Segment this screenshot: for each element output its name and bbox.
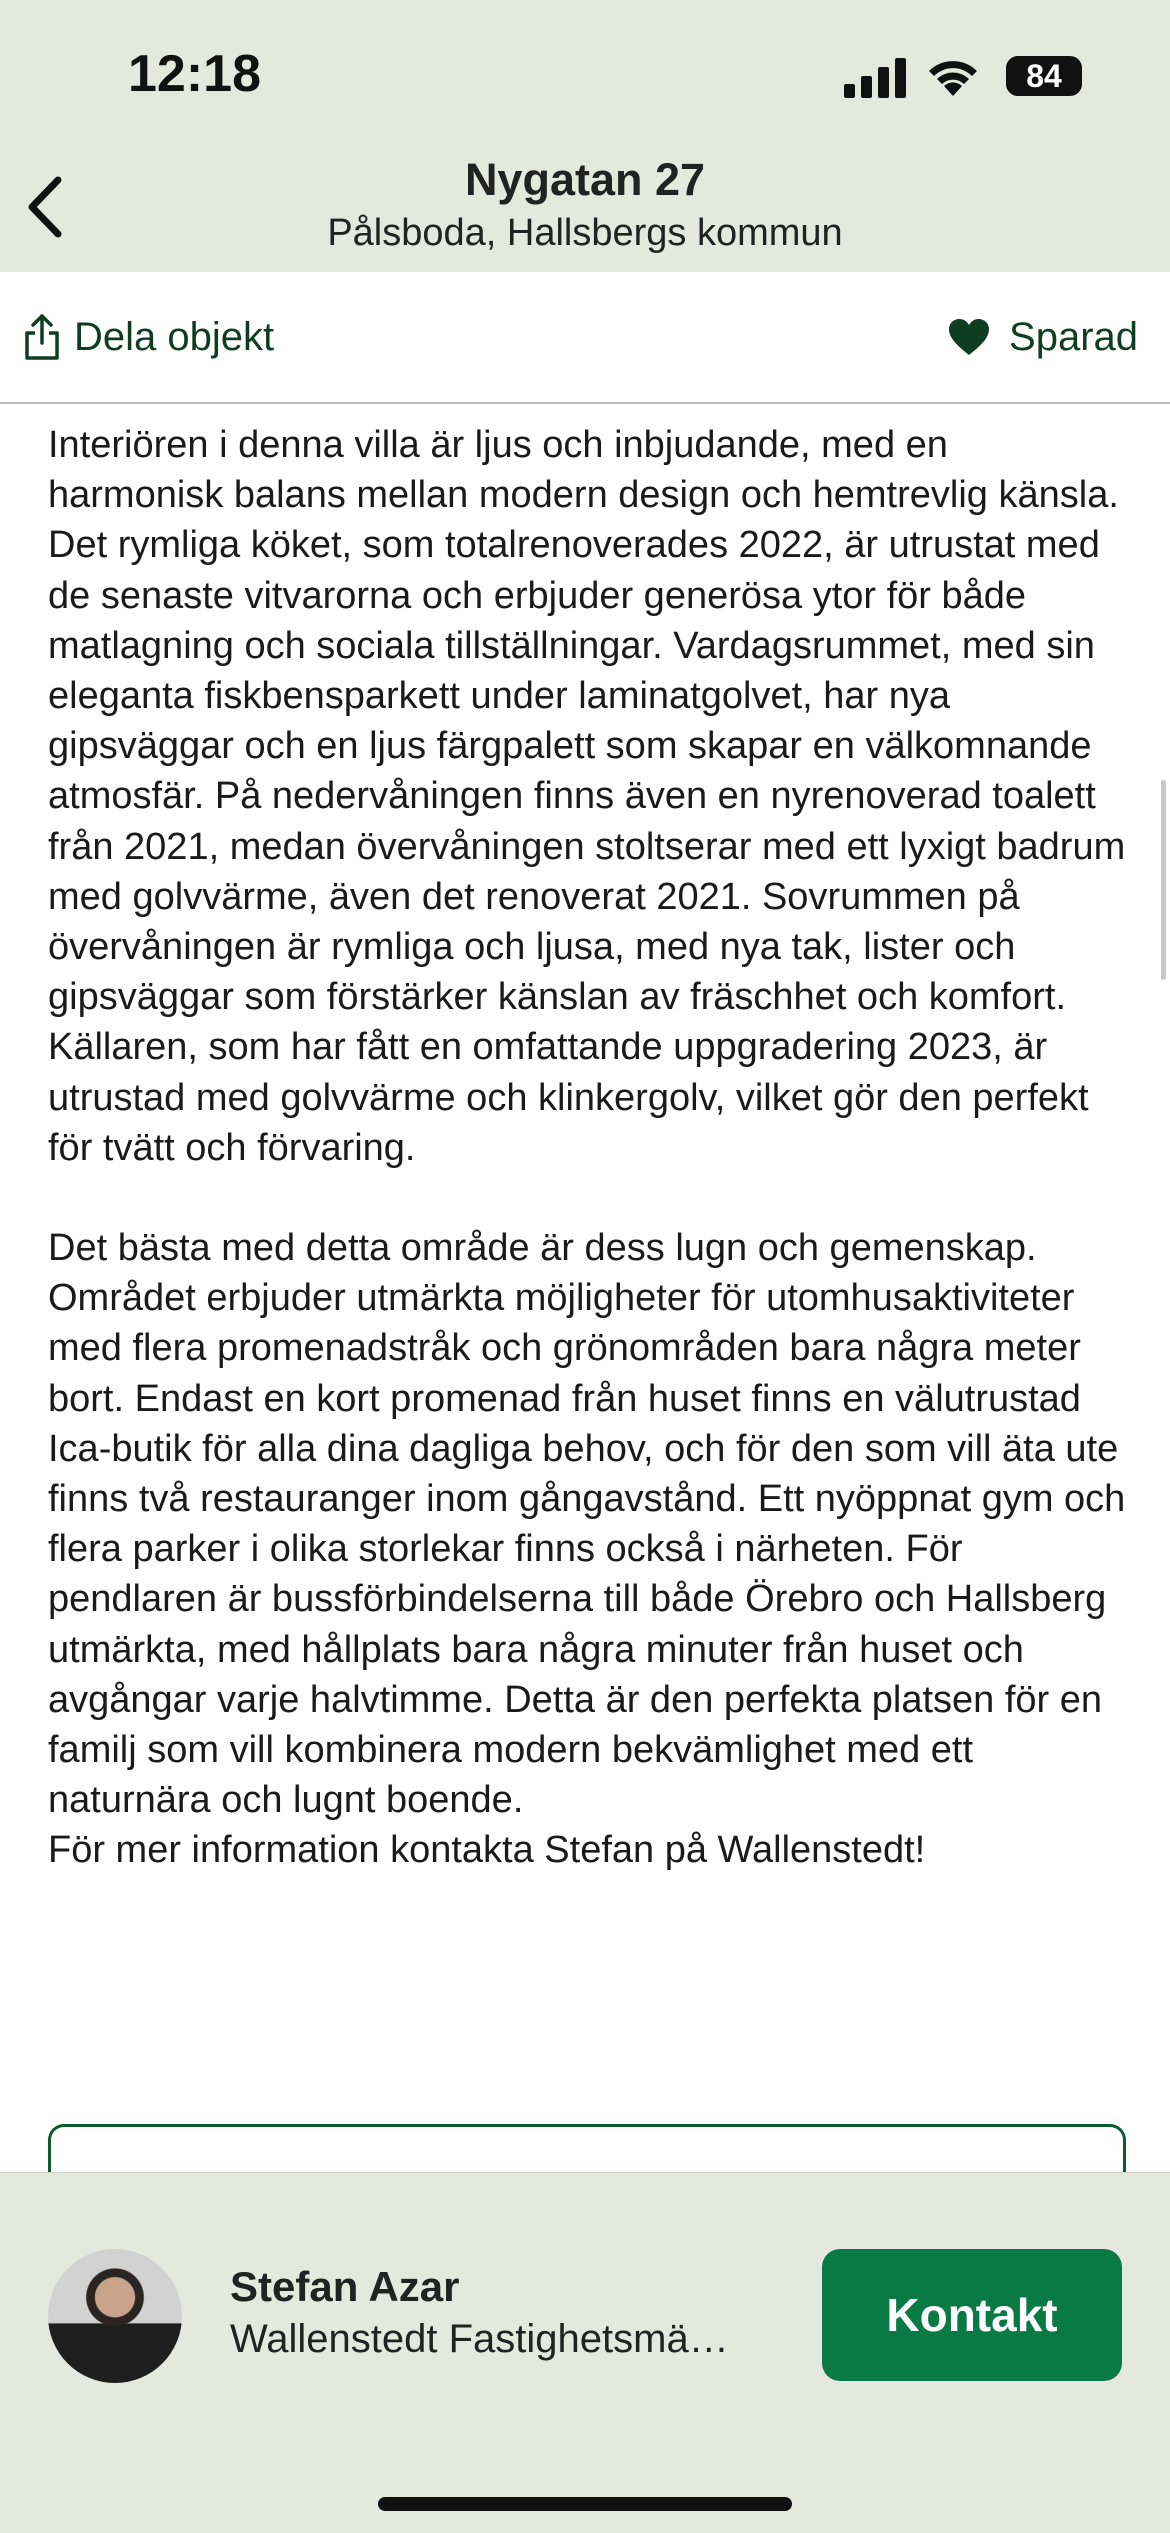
share-button[interactable] — [22, 312, 274, 362]
page-title: Nygatan 27 — [464, 154, 706, 205]
action-bar — [0, 272, 1170, 404]
signal-icon — [844, 58, 906, 98]
share-icon — [22, 313, 62, 361]
saved-button[interactable] — [947, 312, 1138, 362]
battery-level: 84 — [1026, 58, 1062, 94]
avatar — [48, 2249, 182, 2383]
battery-icon — [1006, 56, 1082, 96]
saved-label: Sparad — [1009, 314, 1138, 359]
wifi-icon — [924, 56, 982, 98]
description-text — [48, 420, 1128, 1876]
home-indicator[interactable] — [378, 2497, 792, 2511]
description-paragraph: Det bästa med detta område är dess lugn och gemenskap. Området erbjuder utmärkta möjligheter för utomhusaktiviteter med flera promenadstråk och grönområden bara några meter bort. Endast en kort promenad från huset finns en välutrustad Ica-butik för alla dina dagliga behov, och för den som vill äta ute finns två restauranger inom gångavstånd. Ett nyöppnat gym och flera parker i olika storlekar finns också i närheten. För pendlaren är bussförbindelserna till både Örebro och Hallsberg utmärkta, med hållplats bara några minuter från huset och avgångar varje halvtimme. Detta är den perfekta platsen för en familj som vill kombinera modern bekvämlighet med ett naturnära och lugnt boende. För mer information kontakta Stefan på Wallenstedt! — [48, 1227, 1126, 1872]
share-label: Dela objekt — [74, 314, 275, 359]
agent-name: Stefan Azar — [230, 2263, 460, 2310]
description-paragraph: Interiören i denna villa är ljus och inbjudande, med en harmonisk balans mellan modern design och hemtrevlig känsla. Det rymliga köket, som totalrenoverades 2022, är utrustat med de senaste vitvarorna och erbjuder generösa ytor för både matlagning och sociala tillställningar. Vardagsrummet, med sin eleganta fiskbensparkett under laminatgolvet, har nya gipsväggar och en ljus färgpalett som skapar en välkomnande atmosfär. På nedervåningen finns även en nyrenoverad toalett från 2021, medan övervåningen stoltserar med ett lyxigt badrum med golvvärme, även det renoverat 2021. Sovrummen på övervåningen är rymliga och ljusa, med nya tak, lister och gipsväggar som förstärker känslan av fräschhet och komfort. Källaren, som har fått en omfattande uppgradering 2023, är utrustad med golvvärme och klinkergolv, vilket gör den perfekt för tvätt och förvaring. — [48, 424, 1126, 1169]
agent-company: Wallenstedt Fastighetsmä… — [230, 2317, 729, 2361]
status-time: 12:18 — [128, 45, 261, 103]
heart-icon — [947, 317, 991, 357]
top-bar — [0, 0, 1170, 272]
agent-panel — [0, 2172, 1170, 2533]
scrollbar[interactable] — [1161, 780, 1166, 980]
contact-button[interactable]: Kontakt — [822, 2249, 1122, 2381]
page-subtitle: Pålsboda, Hallsbergs kommun — [327, 212, 843, 254]
